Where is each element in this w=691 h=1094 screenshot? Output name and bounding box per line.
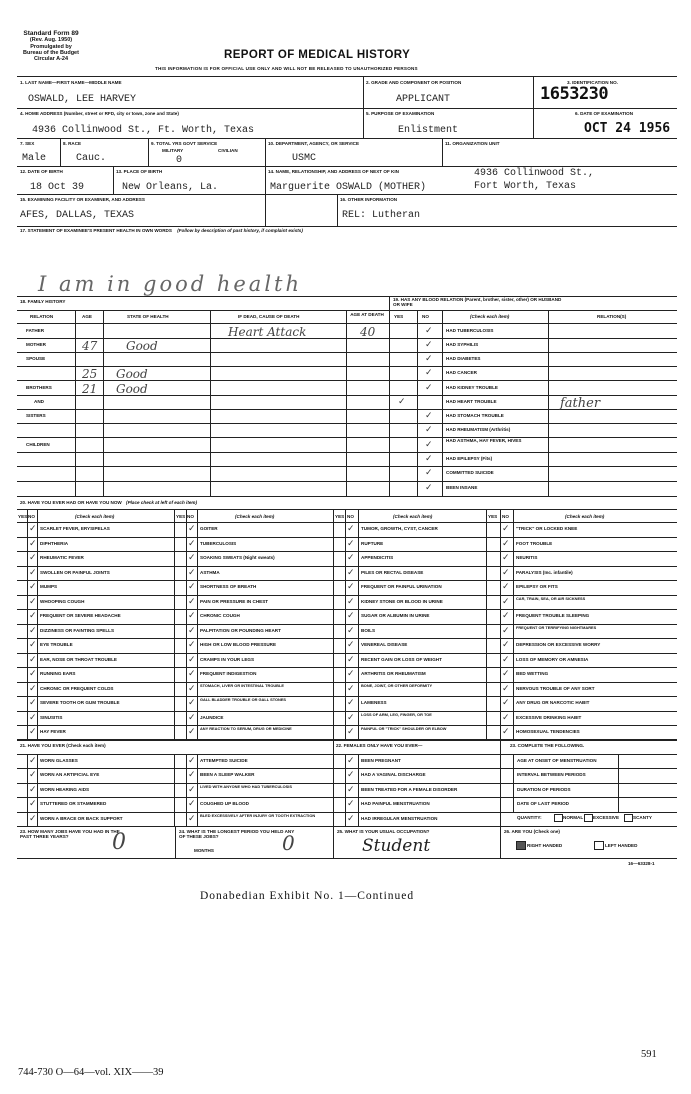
section20-note: (Place check at left of each item) [126,500,198,505]
s20-item-col3-10: ARTHRITIS OR RHEUMATISM [361,671,426,676]
check-mark-icon: ✓ [347,611,355,621]
fh-age-death-header: AGE AT DEATH [350,312,384,317]
s20-check-header: (Check each item) [565,514,605,519]
menstruation-item-2: DURATION OF PERIODS [517,787,571,792]
dob-label: 12. DATE OF BIRTH [20,169,63,174]
s20-item-col2-13: JAUNDICE [200,715,224,720]
check-mark-icon: ✓ [502,655,510,665]
s20-item-col3-7: BOILS [361,628,376,633]
br-item: HAD HEART TROUBLE [446,399,497,404]
s20-item-col1-6: FREQUENT OR SEVERE HEADACHE [40,613,121,618]
br-item: HAD RHEUMATISM (Arthritis) [446,427,511,432]
father-cause-of-death: Heart Attack [228,325,307,339]
govt-service-label: 9. TOTAL YRS GOVT SERVICE [151,141,218,146]
check-mark-icon: ✓ [347,597,355,607]
longest-job-value: 0 [282,831,295,855]
check-mark-icon: ✓ [188,684,196,694]
menstruation-item-1: INTERVAL BETWEEN PERIODS [517,772,586,777]
check-mark-icon: ✓ [188,698,196,708]
check-mark-icon: ✓ [425,368,433,378]
footer-code: 744-730 O—64—vol. XIX——39 [18,1067,164,1078]
home-address-label: 4. HOME ADDRESS (Number, street or RFD, city or town, zone and State) [20,111,179,116]
s20-item-col1-8: EYE TROUBLE [40,642,73,647]
check-mark-icon: ✓ [502,539,510,549]
s20-item-col4-14: HOMOSEXUAL TENDENCIES [516,729,580,734]
check-mark-icon: ✓ [502,553,510,563]
check-mark-icon: ✓ [29,713,37,723]
check-mark-icon: ✓ [188,799,196,809]
occupation-label: 25. WHAT IS YOUR USUAL OCCUPATION? [337,829,430,834]
s20-no-header: NO [28,514,35,519]
s20-no-header: NO [187,514,194,519]
check-mark-icon: ✓ [502,568,510,578]
left-handed-label: LEFT HANDED [605,843,638,848]
s20-item-col4-1: FOOT TROUBLE [516,541,553,546]
check-mark-icon: ✓ [502,713,510,723]
check-mark-icon: ✓ [347,582,355,592]
s20-item-col2-7: PALPITATION OR POUNDING HEART [200,628,281,633]
section23-label: 23. COMPLETE THE FOLLOWING. [510,743,585,748]
handedness-label: 26. ARE YOU (Check one) [504,829,560,834]
normal-option-label: NORMAL [563,815,584,820]
check-mark-icon: ✓ [29,597,37,607]
check-mark-icon: ✓ [29,799,37,809]
identification-number: 1653230 [540,84,609,104]
form-header-line: (Rev. Aug. 1950) [29,37,73,44]
fh-cause-header: IF DEAD, CAUSE OF DEATH [238,314,300,319]
s20-item-col4-6: FREQUENT TROUBLE SLEEPING [516,613,590,618]
check-mark-icon: ✓ [425,383,433,393]
right-handed-checkbox[interactable] [516,841,526,850]
check-mark-icon: ✓ [347,524,355,534]
check-mark-icon: ✓ [29,611,37,621]
check-mark-icon: ✓ [425,340,433,350]
check-mark-icon: ✓ [29,640,37,650]
other-info-value: REL: Lutheran [342,210,421,221]
s20-item-col3-13: LOSS OF ARM, LEG, FINGER, OR TOE [361,712,432,717]
race-value: Cauc. [76,153,107,164]
history-item-section21-col2-1: BEEN A SLEEP WALKER [200,772,255,777]
check-mark-icon: ✓ [29,684,37,694]
form-header-line: Standard Form 89 [23,30,79,37]
jobs-count-label: 23. HOW MANY JOBS HAVE YOU HAD IN THE PAST THREE YEARS? [20,829,120,839]
check-mark-icon: ✓ [29,770,37,780]
organization-label: 11. ORGANIZATION UNIT [445,141,500,146]
check-mark-icon: ✓ [29,524,37,534]
history-item-section22-items-3: HAD PAINFUL MENSTRUATION [361,801,430,806]
check-mark-icon: ✓ [347,799,355,809]
history-item-section21-col1-1: WORN AN ARTIFICIAL EYE [40,772,100,777]
menstruation-item-3: DATE OF LAST PERIOD [517,801,569,806]
check-mark-icon: ✓ [188,713,196,723]
department-label: 10. DEPARTMENT, AGENCY, OR SERVICE [268,141,360,146]
fh-relation-father: FATHER [26,328,45,333]
history-item-section21-col1-2: WORN HEARING AIDS [40,787,90,792]
fh-age-header: AGE [82,314,92,319]
br-item: HAD SYPHILIS [446,342,479,347]
occupation-value: Student [362,836,431,856]
family-history-label: 18. FAMILY HISTORY [20,299,66,304]
form-subtitle: THIS INFORMATION IS FOR OFFICIAL USE ONLY AND WILL NOT BE RELEASED TO UNAUTHORIZED PERSONS [155,66,418,71]
right-handed-label: RIGHT HANDED [527,843,563,848]
s20-item-col3-9: RECENT GAIN OR LOSS OF WEIGHT [361,657,442,662]
s20-yes-header: YES [335,514,345,519]
br-item: HAD CANCER [446,370,477,375]
check-mark-icon: ✓ [347,539,355,549]
s20-item-col3-8: VENEREAL DISEASE [361,642,408,647]
s20-item-col4-7: FREQUENT OR TERRIFYING NIGHTMARES [516,625,597,630]
sex-label: 7. SEX [20,141,35,146]
history-item-section22-items-0: BEEN PREGNANT [361,758,401,763]
br-item: HAD ASTHMA, HAY FEVER, HIVES [446,438,522,443]
fh-relation-brothers: BROTHERS [26,385,52,390]
fh-relation-children: CHILDREN [26,442,50,447]
br-item: HAD KIDNEY TROUBLE [446,385,498,390]
history-item-section21-col2-2: LIVED WITH ANYONE WHO HAD TUBERCULOSIS [200,784,292,789]
check-mark-icon: ✓ [29,626,37,636]
fh-relation-header: RELATION [30,314,54,319]
s20-item-col2-1: TUBERCULOSIS [200,541,237,546]
form-header-block [8,31,94,62]
next-of-kin-value: Marguerite OSWALD (MOTHER) [270,182,427,193]
check-mark-icon: ✓ [502,698,510,708]
check-mark-icon: ✓ [502,582,510,592]
department-value: USMC [292,153,317,164]
s20-item-col2-2: SOAKING SWEATS (Night sweats) [200,555,275,560]
name-value: OSWALD, LEE HARVEY [28,94,137,105]
form-header-line: Promulgated by [30,43,72,50]
s20-item-col2-3: ASTHMA [200,570,220,575]
brother-1-age: 25 [82,367,98,381]
grade-label: 2. GRADE AND COMPONENT OR POSITION [366,80,462,85]
statement-label [20,228,303,233]
check-mark-icon: ✓ [347,727,355,737]
check-mark-icon: ✓ [425,483,433,493]
check-mark-icon: ✓ [188,626,196,636]
check-mark-icon: ✓ [188,539,196,549]
s20-item-col2-8: HIGH OR LOW BLOOD PRESSURE [200,642,277,647]
check-mark-icon: ✓ [502,524,510,534]
sex-value: Male [22,153,47,164]
quantity-label: QUANTITY: [517,815,542,820]
check-mark-icon: ✓ [502,626,510,636]
statement-note: (Follow by description of past history, if complaint exists) [177,228,303,233]
section20-label-text: 20. HAVE YOU EVER HAD OR HAVE YOU NOW [20,500,122,505]
br-item: COMMITTED SUICIDE [446,470,494,475]
s20-item-col1-13: SINUSITIS [40,715,63,720]
check-mark-icon: ✓ [347,814,355,824]
s20-item-col4-2: NEURITIS [516,555,538,560]
s20-item-col3-14: PAINFUL OR "TRICK" SHOULDER OR ELBOW [361,726,447,731]
check-mark-icon: ✓ [29,669,37,679]
purpose-label: 5. PURPOSE OF EXAMINATION [366,111,435,116]
check-mark-icon: ✓ [347,698,355,708]
check-mark-icon: ✓ [29,568,37,578]
s20-item-col4-0: "TRICK" OR LOCKED KNEE [516,526,578,531]
check-mark-icon: ✓ [502,669,510,679]
dob-value: 18 Oct 39 [30,182,85,193]
s20-item-col4-11: NERVOUS TROUBLE OF ANY SORT [516,686,595,691]
s20-item-col4-4: EPILEPSY OR FITS [516,584,558,589]
check-mark-icon: ✓ [29,756,37,766]
examining-facility-label: 15. EXAMINING FACILITY OR EXAMINER, AND ADDRESS [20,197,145,202]
s20-item-col3-2: APPENDICITIS [361,555,394,560]
br-no-header: NO [422,314,429,319]
s20-check-header: (Check each item) [235,514,275,519]
identification-label: 3. IDENTIFICATION NO. [567,80,618,85]
s20-item-col3-4: FREQUENT OR PAINFUL URINATION [361,584,442,589]
blood-relation-label: 19. HAS ANY BLOOD RELATION (Parent, brother, sister, other) OR HUSBAND OR WIFE [393,297,562,307]
purpose-value: Enlistment [398,125,459,136]
check-mark-icon: ✓ [29,655,37,665]
s20-item-col1-10: RUNNING EARS [40,671,76,676]
check-mark-icon: ✓ [425,440,433,450]
check-mark-icon: ✓ [347,756,355,766]
history-item-section22-items-4: HAD IRREGULAR MENSTRUATION [361,816,438,821]
check-mark-icon: ✓ [425,326,433,336]
longest-job-label: 24. WHAT IS THE LONGEST PERIOD YOU HELD ANY OF THESE JOBS? [179,829,295,839]
check-mark-icon: ✓ [425,411,433,421]
brother-1-health: Good [116,367,148,381]
br-item: HAD TUBERCULOSIS [446,328,494,333]
check-mark-icon: ✓ [188,597,196,607]
history-item-section22-items-2: BEEN TREATED FOR A FEMALE DISORDER [361,787,458,792]
s20-item-col2-14: ANY REACTION TO SERUM, DRUG OR MEDICINE [200,726,292,731]
examining-facility-value: AFES, DALLAS, TEXAS [20,210,135,221]
s20-item-col3-12: LAMENESS [361,700,387,705]
brother-2-health: Good [116,382,148,396]
check-mark-icon: ✓ [29,539,37,549]
s20-item-col4-3: PARALYSIS (Inc. infantile) [516,570,573,575]
section21-label: 21. HAVE YOU EVER (Check each item) [20,743,106,748]
check-mark-icon: ✓ [347,655,355,665]
check-mark-icon: ✓ [347,669,355,679]
mother-health: Good [126,339,158,353]
fh-relation-and: AND [34,399,44,404]
check-mark-icon: ✓ [425,468,433,478]
check-mark-icon: ✓ [188,611,196,621]
check-mark-icon: ✓ [502,727,510,737]
check-mark-icon: ✓ [188,814,196,824]
civilian-label: CIVILIAN [218,148,238,153]
s20-item-col2-0: GOITER [200,526,218,531]
br-relation-header: RELATION(S) [597,314,627,319]
statement-label-text: 17. STATEMENT OF EXAMINEE'S PRESENT HEALTH IN OWN WORDS [20,228,172,233]
check-mark-icon: ✓ [29,553,37,563]
check-mark-icon: ✓ [425,354,433,364]
scanty-checkbox[interactable] [624,814,633,822]
s20-item-col4-13: EXCESSIVE DRINKING HABIT [516,715,582,720]
check-mark-icon: ✓ [29,727,37,737]
s20-item-col3-5: KIDNEY STONE OR BLOOD IN URINE [361,599,443,604]
check-mark-icon: ✓ [188,785,196,795]
next-of-kin-address-2: Fort Worth, Texas [474,181,577,192]
fh-state-header: STATE OF HEALTH [127,314,169,319]
brother-2-age: 21 [82,382,98,396]
jobs-count-value: 0 [112,830,126,855]
s20-item-col2-12: GALL BLADDER TROUBLE OR GALL STONES [200,697,287,702]
br-yes-header: YES [394,314,404,319]
s20-item-col1-1: DIPHTHERIA [40,541,69,546]
pob-value: New Orleans, La. [122,182,219,193]
mother-age: 47 [82,339,98,353]
s20-item-col3-3: PILES OR RECTAL DISEASE [361,570,424,575]
pob-label: 13. PLACE OF BIRTH [116,169,163,174]
check-mark-icon: ✓ [188,770,196,780]
s20-yes-header: YES [488,514,498,519]
check-mark-icon: ✓ [347,626,355,636]
statement-handwriting: I am in good health [38,272,302,296]
page-number: 591 [641,1049,657,1060]
s20-item-col3-1: RUPTURE [361,541,384,546]
check-mark-icon: ✓ [188,553,196,563]
section22-label: 22. FEMALES ONLY HAVE YOU EVER— [336,743,423,748]
form-header-line: Bureau of the Budget [23,49,79,56]
fh-relation-mother: MOTHER [26,342,46,347]
s20-item-col1-4: MUMPS [40,584,58,589]
check-mark-icon: ✓ [347,640,355,650]
exam-date-value: OCT 24 1956 [584,121,671,136]
br-item: HAD DIABETES [446,356,481,361]
check-mark-icon: ✓ [29,814,37,824]
fh-relation-spouse: SPOUSE [26,356,46,361]
home-address-value: 4936 Collinwood St., Ft. Worth, Texas [32,125,255,136]
check-mark-icon: ✓ [425,454,433,464]
history-item-section21-col2-0: ATTEMPTED SUICIDE [200,758,248,763]
check-mark-icon: ✓ [188,568,196,578]
check-mark-icon: ✓ [347,785,355,795]
s20-item-col2-5: PAIN OR PRESSURE IN CHEST [200,599,269,604]
s20-item-col1-3: SWOLLEN OR PAINFUL JOINTS [40,570,110,575]
check-mark-icon: ✓ [347,770,355,780]
s20-item-col2-6: CHRONIC COUGH [200,613,240,618]
s20-item-col3-11: BONE, JOINT, OR OTHER DEFORMITY [361,683,433,688]
s20-item-col3-0: TUMOR, GROWTH, CYST, CANCER [361,526,438,531]
form-header-line: Circular A-24 [33,56,69,63]
s20-item-col1-12: SEVERE TOOTH OR GUM TROUBLE [40,700,120,705]
check-mark-icon: ✓ [347,553,355,563]
check-mark-icon: ✓ [188,640,196,650]
check-mark-icon: ✓ [188,727,196,737]
check-mark-icon: ✓ [29,785,37,795]
s20-item-col4-12: ANY DRUG OR NARCOTIC HABIT [516,700,590,705]
check-mark-icon: ✓ [347,684,355,694]
check-mark-icon: ✓ [188,756,196,766]
s20-item-col2-4: SHORTNESS OF BREATH [200,584,257,589]
s20-item-col4-5: CAR, TRAIN, SEA, OR AIR SICKNESS [516,596,586,601]
history-item-section21-col1-4: WORN A BRACE OR BACK SUPPORT [40,816,123,821]
normal-checkbox[interactable] [554,814,563,822]
check-mark-icon: ✓ [425,425,433,435]
history-item-section21-col1-0: WORN GLASSES [40,758,78,763]
check-mark-icon: ✓ [347,568,355,578]
check-mark-icon: ✓ [29,582,37,592]
check-mark-icon: ✓ [502,684,510,694]
check-mark-icon: ✓ [502,597,510,607]
s20-item-col1-11: CHRONIC OR FREQUENT COLDS [40,686,114,691]
excessive-option-label: EXCESSIVE [593,815,620,820]
heart-trouble-relation: father [560,396,601,411]
scanty-option-label: SCANTY [633,815,652,820]
left-handed-checkbox[interactable] [594,841,604,850]
s20-item-col3-6: SUGAR OR ALBUMIN IN URINE [361,613,430,618]
check-mark-icon: ✓ [188,669,196,679]
check-mark-icon: ✓ [347,713,355,723]
exam-date-label: 6. DATE OF EXAMINATION [575,111,634,116]
s20-item-col2-10: FREQUENT INDIGESTION [200,671,257,676]
military-label: MILITARY [162,148,184,153]
s20-check-header: (Check each item) [75,514,115,519]
s20-yes-header: YES [18,514,28,519]
s20-item-col1-0: SCARLET FEVER, ERYSIPELAS [40,526,110,531]
history-item-section21-col2-4: BLED EXCESSIVELY AFTER INJURY OR TOOTH EXTRACTION [200,813,316,818]
s20-no-header: NO [502,514,509,519]
s20-item-col1-2: RHEUMATIC FEVER [40,555,84,560]
check-mark-icon: ✓ [502,611,510,621]
history-item-section22-items-1: HAD A VAGINAL DISCHARGE [361,772,426,777]
s20-item-col1-14: HAY FEVER [40,729,66,734]
s20-no-header: NO [347,514,354,519]
grade-value: APPLICANT [396,94,451,105]
months-label: MONTHS [194,848,214,853]
fh-relation-sisters: SISTERS [26,413,46,418]
form-title: REPORT OF MEDICAL HISTORY [224,49,411,61]
military-years-value: 0 [176,155,183,166]
check-mark-icon: ✓ [188,582,196,592]
br-check-header: (Check each item) [470,314,510,319]
section20-label [20,500,197,505]
s20-item-col4-9: LOSS OF MEMORY OR AMNESIA [516,657,589,662]
check-mark-icon: ✓ [188,655,196,665]
history-item-section21-col1-3: STUTTERED OR STAMMERED [40,801,107,806]
check-mark-icon: ✓ [188,524,196,534]
br-item: BEEN INSANE [446,485,478,490]
br-item: HAD EPILEPSY (Fits) [446,456,493,461]
race-label: 8. RACE [63,141,82,146]
s20-item-col1-5: WHOOPING COUGH [40,599,85,604]
s20-item-col2-11: STOMACH, LIVER OR INTESTINAL TROUBLE [200,683,284,688]
s20-yes-header: YES [176,514,186,519]
s20-item-col4-8: DEPRESSION OR EXCESSIVE WORRY [516,642,601,647]
excessive-checkbox[interactable] [584,814,593,822]
menstruation-item-0: AGE AT ONSET OF MENSTRUATION [517,758,597,763]
s20-check-header: (Check each item) [393,514,433,519]
check-mark-icon: ✓ [29,698,37,708]
history-item-section21-col2-3: COUGHED UP BLOOD [200,801,249,806]
s20-item-col4-10: BED WETTING [516,671,549,676]
check-mark-icon: ✓ [502,640,510,650]
check-mark-icon: ✓ [398,397,406,407]
other-info-label: 16. OTHER INFORMATION [340,197,398,202]
s20-item-col1-9: EAR, NOSE OR THROAT TROUBLE [40,657,117,662]
next-of-kin-label: 14. NAME, RELATIONSHIP, AND ADDRESS OF NEXT OF KIN [268,169,399,174]
br-item: HAD STOMACH TROUBLE [446,413,504,418]
next-of-kin-address-1: 4936 Collinwood St., [474,168,595,179]
last-name-label: 1. LAST NAME—FIRST NAME—MIDDLE NAME [20,80,122,85]
s20-item-col1-7: DIZZINESS OR FAINTING SPELLS [40,628,115,633]
s20-item-col2-9: CRAMPS IN YOUR LEGS [200,657,255,662]
form-code: 16—63328-1 [628,861,655,866]
father-age-at-death: 40 [360,325,376,339]
exhibit-caption: Donabedian Exhibit No. 1—Continued [200,890,415,902]
